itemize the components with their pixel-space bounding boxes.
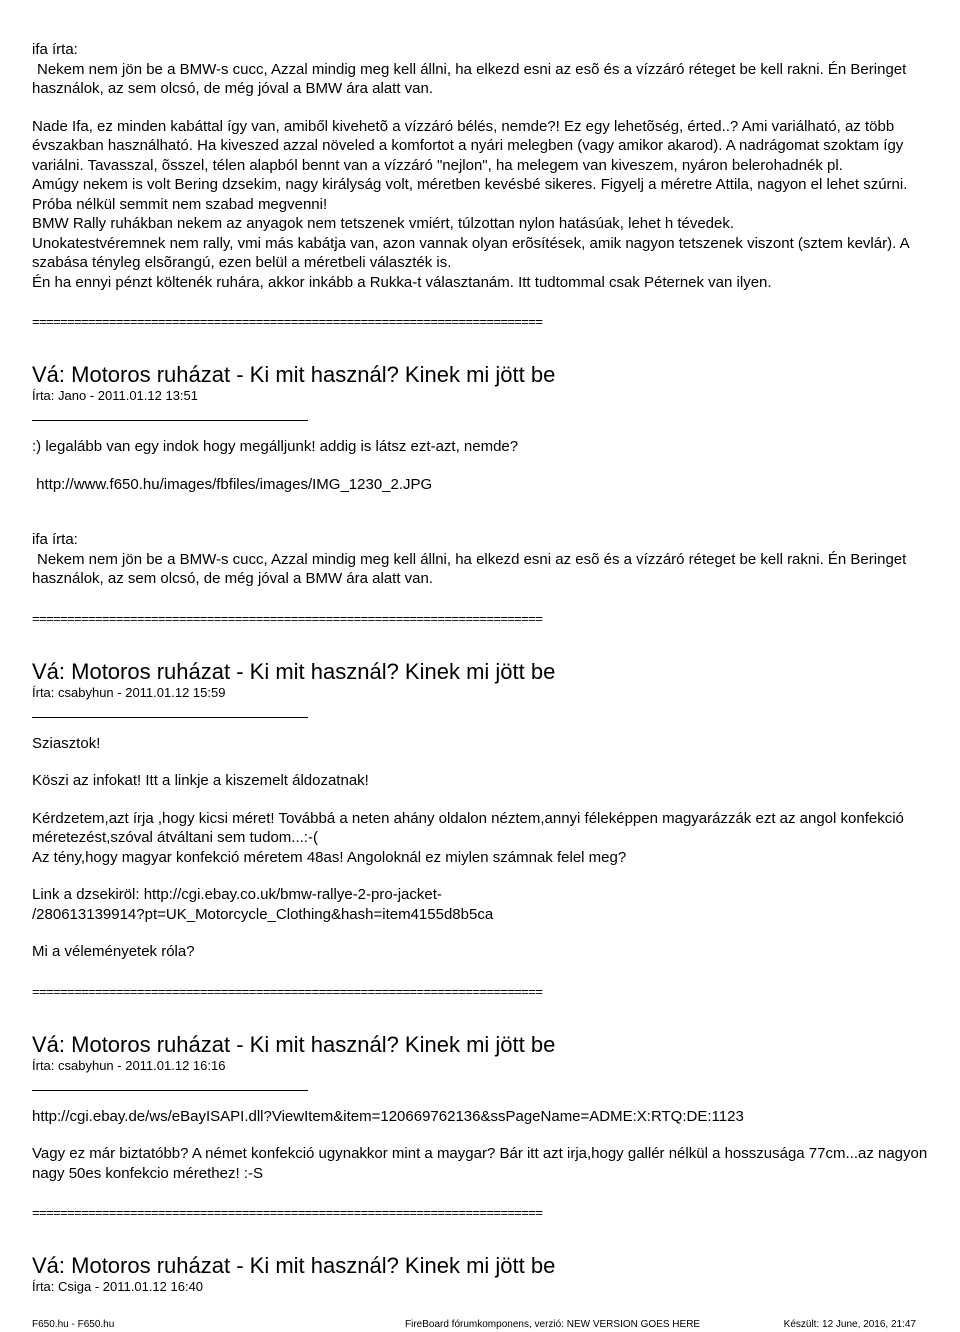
post-text: Kérdzetem,azt írja ,hogy kicsi méret! Továbbá a neten ahány oldalon néztem,annyi féleképpen magyarázzák ezt az angol konfekció méretezést,szóval átváltani sem tudom...:-( Az tény,hogy magyar konfekció méretem 48as! Angoloknál ez miylen számnak felel meg? <box>32 809 904 866</box>
post-meta: Írta: Csiga - 2011.01.12 16:40 <box>32 1279 204 1294</box>
reply-paragraph: BMW Rally ruhákban nekem az anyagok nem tetszenek vmiért, túlzottan nylon hatásúak, lehet h tévedek. <box>32 215 735 232</box>
post-meta: Írta: csabyhun - 2011.01.12 16:16 <box>32 1057 226 1073</box>
post-link[interactable]: Link a dzsekiröl: http://cgi.ebay.co.uk/bmw-rallye-2-pro-jacket- /280613139914?pt=UK_Motorcycle_Clothing&hash=item4155d8b5ca <box>32 886 494 923</box>
post-divider <box>32 717 308 718</box>
post <box>32 1253 932 1295</box>
reply-paragraph: Nade Ifa, ez minden kabáttal így van, amiből kivehetõ a vízzáró bélés, nemde?! Ez egy lehetõség, érted..? Ami variálható, az több évszakban használható. Ha kiveszed azzal növeled a komfortot a nyári melegben (vagy amikor akarod). A nadrágomat szoktam így variálni. Tavasszal, õsszel, télen alapból bennt van a vízzáró "nejlon", ha melegem van kiveszem, nyáron belerohadnék pl. <box>32 117 904 174</box>
quote-text: Nekem nem jön be a BMW-s cucc, Azzal mindig meg kell állni, ha elkezd esni az esõ és a vízzáró réteget be kell rakni. Én Beringet használok, az sem olcsó, de még jóval a BMW ára alatt van. <box>32 60 907 97</box>
post-text: Vagy ez már biztatóbb? A német konfekció ugynakkor mint a maygar? Bár itt azt irja,hogy gallér nélkül a hosszusága 77cm...az nagyon nagy 50es konfekcio mérethez! :-S <box>32 1145 928 1182</box>
post-text: Köszi az infokat! Itt a linkje a kiszemelt áldozatnak! <box>32 772 369 789</box>
quote-label: ifa írta: <box>32 531 78 548</box>
post-link[interactable]: http://cgi.ebay.de/ws/eBayISAPI.dll?ViewItem&item=120669762136&ssPageName=ADME:X:RTQ:DE:1123 <box>32 1107 744 1125</box>
post-link[interactable]: http://www.f650.hu/images/fbfiles/images/IMG_1230_2.JPG <box>32 475 433 493</box>
footer-component: FireBoard fórumkomponens, verzió: NEW VERSION GOES HERE <box>405 1319 701 1330</box>
footer-site: F650.hu - F650.hu <box>32 1319 115 1330</box>
post-divider <box>32 420 308 421</box>
post-meta: Írta: Jano - 2011.01.12 13:51 <box>32 388 198 403</box>
separator-line: ========================================================================= <box>32 314 543 329</box>
post <box>32 1032 932 1222</box>
post-text: Mi a véleményetek róla? <box>32 943 195 960</box>
reply-paragraph: Unokatestvéremnek nem rally, vmi más kabátja van, azon vannak olyan erõsítések, amik nagyon tetszenek viszont (sztem kevlár). A szabása tényleg elsõrangú, ezen belül a méretbeli választék is. <box>32 234 909 271</box>
post-title: Vá: Motoros ruházat - Ki mit használ? Kinek mi jött be <box>32 1253 556 1278</box>
separator-line: ========================================================================= <box>32 1205 543 1220</box>
post <box>32 659 932 1000</box>
post <box>32 362 932 627</box>
quote-label: ifa írta: <box>32 41 78 58</box>
document-page <box>32 40 932 1295</box>
post-text: :) legalább van egy indok hogy megálljunk! addig is látsz ezt-azt, nemde? <box>32 438 519 455</box>
post-divider <box>32 1090 308 1091</box>
separator-line: ========================================================================= <box>32 983 543 999</box>
post-title: Vá: Motoros ruházat - Ki mit használ? Kinek mi jött be <box>32 362 556 387</box>
reply-paragraph: Amúgy nekem is volt Bering dzsekim, nagy királyság volt, méretben kevésbé sikeres. Figyelj a méretre Attila, nagyon el lehet szúrni. Próba nélkül semmit nem szabad megvenni! <box>32 176 908 213</box>
reply-paragraph: Én ha ennyi pénzt költenék ruhára, akkor inkább a Rukka-t választanám. Itt tudtommal csak Péternek van ilyen. <box>32 273 772 291</box>
intro-section <box>32 40 932 292</box>
post-title: Vá: Motoros ruházat - Ki mit használ? Kinek mi jött be <box>32 1031 556 1057</box>
separator-line: ========================================================================= <box>32 610 543 626</box>
post-text: Sziasztok! <box>32 734 101 752</box>
footer-generated: Készült: 12 June, 2016, 21:47 <box>783 1319 916 1330</box>
post-title: Vá: Motoros ruházat - Ki mit használ? Kinek mi jött be <box>32 658 556 684</box>
post-meta: Írta: csabyhun - 2011.01.12 15:59 <box>32 684 226 700</box>
page-footer <box>32 1318 932 1331</box>
quote-text: Nekem nem jön be a BMW-s cucc, Azzal mindig meg kell állni, ha elkezd esni az esõ és a vízzáró réteget be kell rakni. Én Beringet használok, az sem olcsó, de még jóval a BMW ára alatt van. <box>32 550 907 587</box>
